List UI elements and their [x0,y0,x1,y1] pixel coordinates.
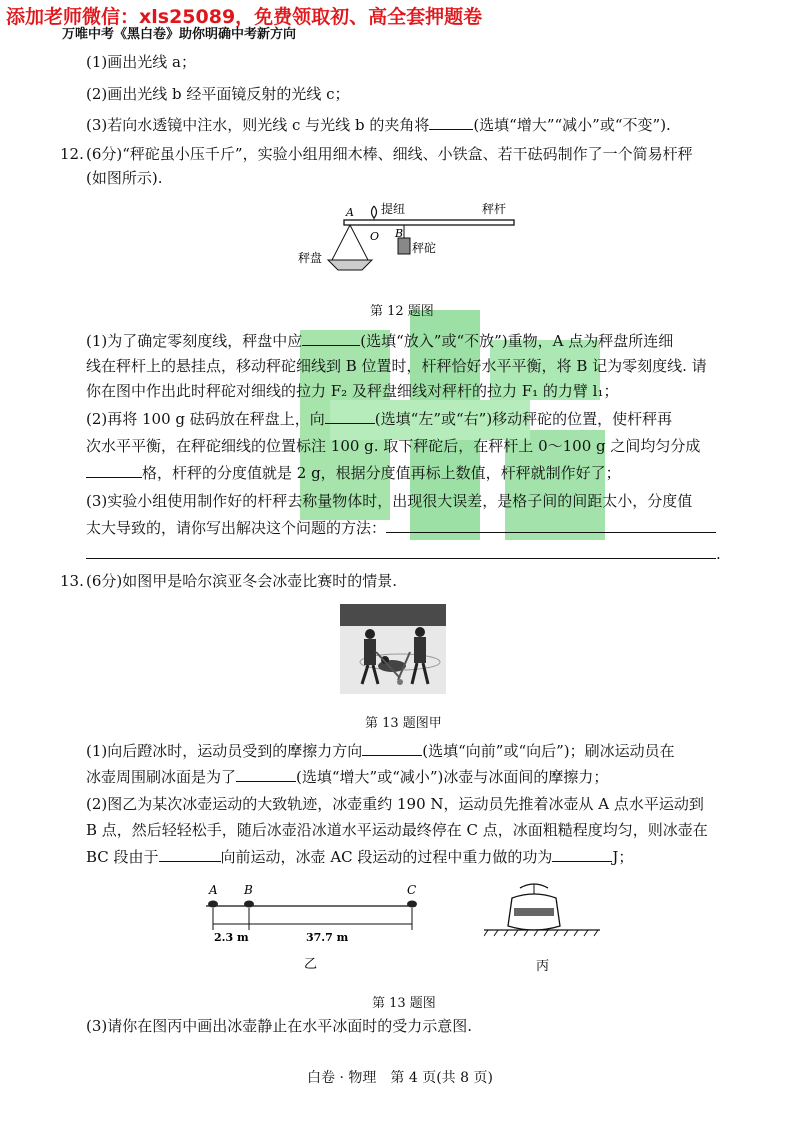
q12-part3-line1: (3)实验小组使用制作好的杆秤去称量物体时，出现很大误差，是格子间的间距太小，分度值 [86,492,693,510]
curling-photo [340,604,446,694]
q13-caption: 第 13 题图 [372,996,436,1011]
q13-part3: (3)请你在图丙中画出冰壶静止在水平冰面时的受力示意图. [86,1017,473,1035]
answer-blank[interactable] [386,518,716,533]
answer-blank[interactable] [159,847,221,862]
q12-stem-2: (如图所示). [86,169,163,187]
watermark-text: 添加老师微信：xls25089，免费领取初、高全套押题卷 [6,6,483,28]
page-footer: 白卷 · 物理 第 4 页(共 8 页) [307,1070,493,1086]
q12-part1-line3: 你在图中作出此时秤砣对细线的拉力 F₂ 及秤盘细线对秤杆的拉力 F₁ 的力臂 l₁； [86,382,619,400]
label-b: B [244,883,253,897]
q13-caption-jia: 第 13 题图甲 [365,716,442,731]
label-c: C [407,883,417,897]
label-b: B [395,227,404,240]
curling-stone-figure [484,880,614,972]
q13-stem: (6分)如图甲是哈尔滨亚冬会冰壶比赛时的情景. [86,572,398,590]
label-o: O [370,230,380,243]
answer-blank[interactable] [362,741,422,756]
q13-part1-line1: (1)向后蹬冰时，运动员受到的摩擦力方向 (选填“向前”或“向后”)；刷冰运动员在 [86,742,675,760]
answer-blank[interactable] [429,115,473,130]
label-bing: 丙 [536,959,550,972]
answer-blank[interactable] [86,463,142,478]
q13-part2-line3: BC 段由于 向前运动，冰壶 AC 段运动的过程中重力做的功为 J； [86,848,634,866]
steelyard-figure [290,196,530,292]
label-pan: 秤盘 [298,251,323,265]
label-a: A [209,883,218,897]
label-tuo: 秤砣 [412,241,437,255]
q12-caption: 第 12 题图 [370,304,434,319]
label-gangan: 秤杆 [482,202,507,216]
curling-track-figure [196,878,436,970]
q13-part2-line1: (2)图乙为某次冰壶运动的大致轨迹，冰壶重约 190 N，运动员先推着冰壶从 A 点水平运动到 [86,795,704,813]
label-tiniu: 提纽 [381,202,406,216]
answer-blank[interactable] [236,767,296,782]
page-header: 万唯中考《黑白卷》助你明确中考新方向 [62,27,297,42]
q12-stem: (6分)“秤砣虽小压千斤”，实验小组用细木棒、细线、小铁盒、若干砝码制作了一个简易杆秤 [86,145,693,163]
answer-blank[interactable] [325,409,375,424]
q12-number: 12. [60,145,84,163]
answer-blank[interactable] [86,544,716,559]
label-d2: 37.7 m [306,931,349,944]
label-a: A [346,206,354,219]
q11-part1: (1)画出光线 a； [86,53,196,71]
q12-part2-line3: 格，杆秤的分度值就是 2 g，根据分度值再标上数值，杆秤就制作好了； [86,463,621,483]
q12-part2-line1: (2)再将 100 g 砝码放在秤盘上，向 (选填“左”或“右”)移动秤砣的位置，使杆秤再 [86,410,673,428]
label-d1: 2.3 m [214,931,249,944]
q11-part3: (3)若向水透镜中注水，则光线 c 与光线 b 的夹角将 (选填“增大”“减小”或“不变”). [86,116,671,134]
answer-blank[interactable] [302,331,360,346]
q12-part3-line2: 太大导致的，请你写出解决这个问题的方法： [86,518,716,538]
q12-part3-line3: . [86,544,721,564]
q13-number: 13. [60,572,84,590]
q13-part1-line2: 冰壶周围刷冰面是为了 (选填“增大”或“减小”)冰壶与冰面间的摩擦力； [86,768,609,786]
q11-part2: (2)画出光线 b 经平面镜反射的光线 c； [86,85,350,103]
q13-part2-line2: B 点，然后轻轻松手，随后冰壶沿冰道水平运动最终停在 C 点，冰面粗糙程度均匀，则冰壶在 [86,821,708,839]
q12-part1-line1: (1)为了确定零刻度线，秤盘中应 (选填“放入”或“不放”)重物，A 点为秤盘所连细 [86,332,674,350]
q12-part1-line2: 线在秤杆上的悬挂点，移动秤砣细线到 B 位置时，杆秤恰好水平平衡，将 B 记为零刻度线. 请 [86,357,707,375]
label-yi: 乙 [304,957,318,970]
q12-part2-line2: 次水平平衡，在秤砣细线的位置标注 100 g. 取下秤砣后，在秤杆上 0～100 g 之间均匀分成 [86,437,701,455]
answer-blank[interactable] [552,847,612,862]
